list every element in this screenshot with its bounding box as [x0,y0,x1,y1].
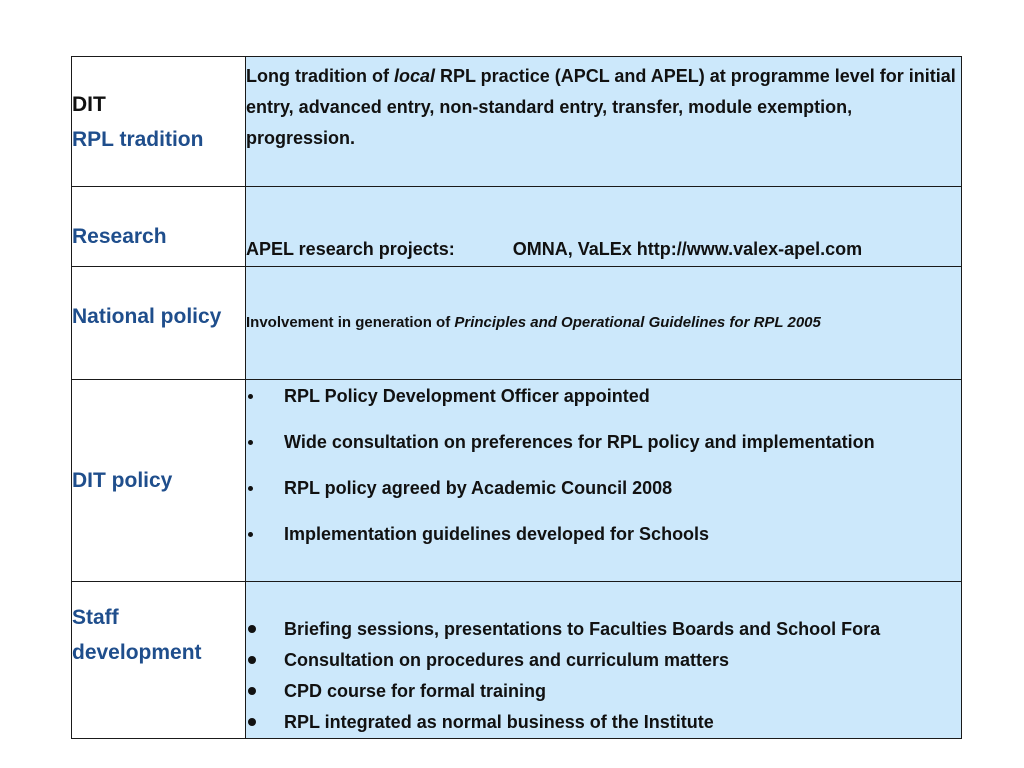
bullet-icon [248,486,253,491]
list-item [246,477,961,499]
bullet-icon [248,687,256,695]
list-item-text: Wide consultation on preferences for RPL policy and implementation [284,432,875,452]
label-dit: DIT [72,92,106,116]
table-row-staff [72,582,962,739]
list-item [246,523,961,545]
label-cell-research [72,187,246,267]
content-cell-national [246,267,962,380]
content-cell-staff [246,582,962,739]
label-cell-national [72,267,246,380]
list-item-text: Consultation on procedures and curriculum matters [284,650,730,670]
tradition-text-italic: local [393,66,435,86]
list-item-text: RPL Policy Development Officer appointed [284,386,650,406]
rpl-table [71,56,962,739]
content-cell-research [246,187,962,267]
label-staff: Staff [72,606,119,629]
bullet-icon [248,718,256,726]
list-item [246,614,961,645]
label-cell-tradition [72,57,246,187]
bullet-icon [248,625,256,633]
list-item-text: Briefing sessions, presentations to Faculties Boards and School Fora [284,619,881,639]
staff-list [246,614,961,738]
label-development: development [72,641,202,664]
national-text-italic: Principles and Operational Guidelines for RPL 2005 [454,314,821,331]
research-text-a: APEL research projects: [246,239,455,259]
table-row-research [72,187,962,267]
research-text-b: OMNA, VaLEx http://www.valex-apel.com [512,239,863,259]
content-cell-tradition [246,57,962,187]
label-rpl-tradition: RPL tradition [72,127,204,151]
tradition-text-suffix: RPL practice (APCL and APEL) at programme level for initial entry, advanced entry, non-standard entry, transfer, module exemption, progression. [246,66,956,148]
list-item-text: RPL policy agreed by Academic Council 2008 [284,478,673,498]
list-item [246,707,961,738]
bullet-icon [248,394,253,399]
table-row-national [72,267,962,380]
tradition-text-prefix: Long tradition of [246,66,394,86]
label-cell-dit-policy [72,380,246,582]
tradition-text [246,61,961,154]
label-cell-staff [72,582,246,739]
table-row-dit-policy [72,380,962,582]
bullet-icon [248,656,256,664]
list-item-text: CPD course for formal training [284,681,547,701]
bullet-icon [248,440,253,445]
label-national-policy: National policy [72,305,222,328]
bullet-icon [248,532,253,537]
list-item [246,385,961,407]
dit-policy-list [246,385,961,545]
label-dit-policy: DIT policy [72,469,173,492]
label-research: Research [72,225,167,248]
list-item-text: RPL integrated as normal business of the Institute [284,712,714,732]
list-item [246,676,961,707]
national-text-prefix: Involvement in generation of [246,314,455,331]
list-item [246,645,961,676]
list-item [246,431,961,453]
table-row-tradition [72,57,962,187]
content-cell-dit-policy [246,380,962,582]
list-item-text: Implementation guidelines developed for Schools [284,524,710,544]
